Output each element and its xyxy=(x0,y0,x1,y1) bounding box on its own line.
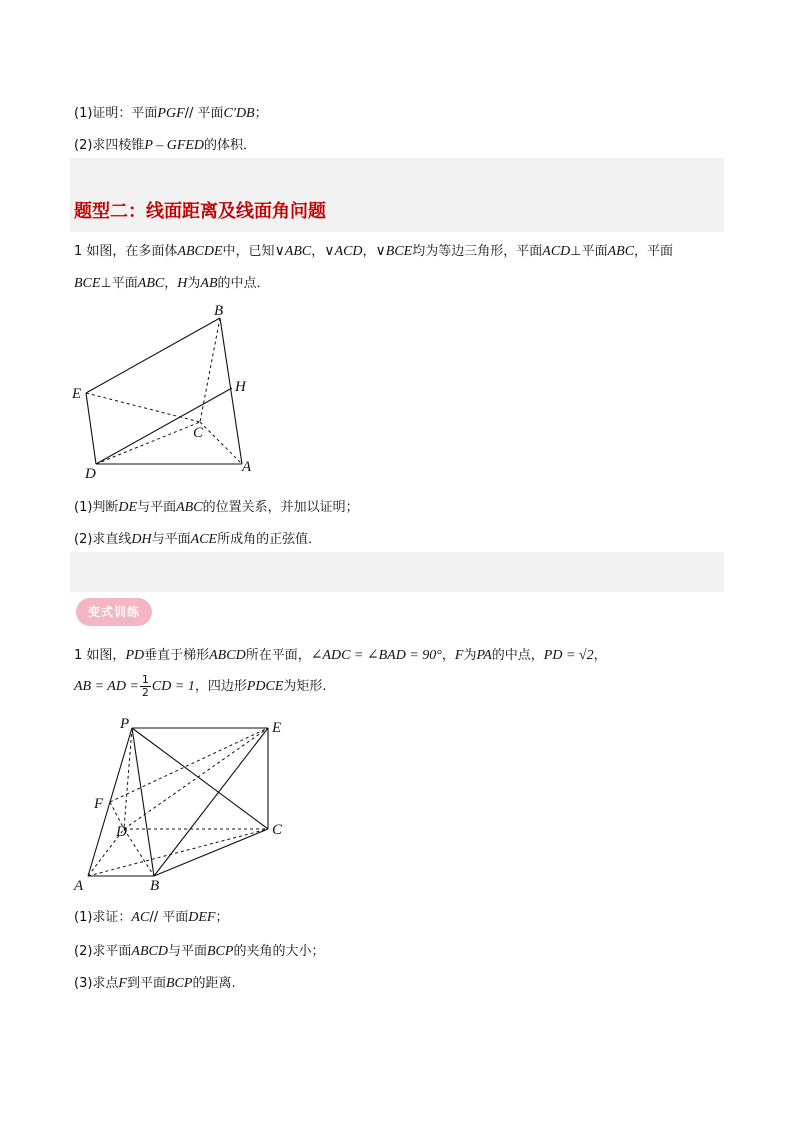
fraction-one-half: $\frac{1}{2}$ xyxy=(141,673,149,699)
segment-dh xyxy=(96,388,232,464)
edge-bc-hidden xyxy=(200,318,220,422)
edge-ca-hidden xyxy=(200,422,242,464)
label-a: A xyxy=(242,459,252,475)
segment-ac-hidden xyxy=(88,829,268,876)
problem1-line1: 1 如图，在多面体ABCDE中，已知∨ABC，∨ACD，∨BCE均为等边三角形，平面ACD⊥平面ABC，平面 xyxy=(74,244,674,259)
label-a: A xyxy=(74,878,84,894)
label-d: D xyxy=(116,824,127,840)
figure-polyhedron-abcde xyxy=(68,298,268,480)
label-e: E xyxy=(72,386,82,402)
problem1-question-1: (1)判断DE与平面ABC的位置关系，并加以证明； xyxy=(74,500,359,515)
variant-training-badge: 变式训练 xyxy=(76,598,152,626)
label-c: C xyxy=(193,425,204,441)
question-item-2: (2)求四棱锥P – GFED的体积． xyxy=(74,138,257,153)
edge-pb xyxy=(132,728,154,876)
edge-dc-hidden xyxy=(96,422,200,464)
problem2-question-1: (1)求证：AC// 平面DEF； xyxy=(74,910,229,925)
problem1-line2: BCE⊥平面ABC，H为AB的中点． xyxy=(74,276,270,291)
problem2-line1: 1 如图，PD垂直于梯形ABCD所在平面，∠ADC = ∠BAD = 90°，F为PA的中点，PD = √2， xyxy=(74,648,607,663)
label-f: F xyxy=(94,796,104,812)
edge-pc xyxy=(132,728,268,829)
label-b: B xyxy=(150,878,160,894)
section-heading: 题型二：线面距离及线面角问题 xyxy=(74,201,326,222)
problem2-question-3: (3)求点F到平面BCP的距离. xyxy=(74,976,236,991)
edge-bc xyxy=(154,829,268,876)
segment-de-hidden xyxy=(124,728,268,829)
edge-be xyxy=(86,318,220,393)
figure-pyramid-pdce xyxy=(68,712,298,898)
label-e: E xyxy=(272,720,282,736)
label-c: C xyxy=(272,822,283,838)
problem2-line2: AB = AD = $\frac{1}{2}$ CD = 1，四边形PDCE为矩形. xyxy=(74,673,327,699)
segment-db-hidden xyxy=(124,829,154,876)
label-h: H xyxy=(235,379,246,395)
answer-space-band xyxy=(70,552,724,592)
label-p: P xyxy=(120,716,130,732)
question-item-1: (1)证明：平面PGF// 平面C′DB； xyxy=(74,106,268,121)
label-b: B xyxy=(214,303,224,319)
edge-ed xyxy=(86,393,96,464)
edge-ec-hidden xyxy=(86,393,200,422)
label-d: D xyxy=(85,466,96,480)
problem1-question-2: (2)求直线DH与平面ACE所成角的正弦值． xyxy=(74,532,322,547)
problem2-question-2: (2)求平面ABCD与平面BCP的夹角的大小； xyxy=(74,944,325,959)
